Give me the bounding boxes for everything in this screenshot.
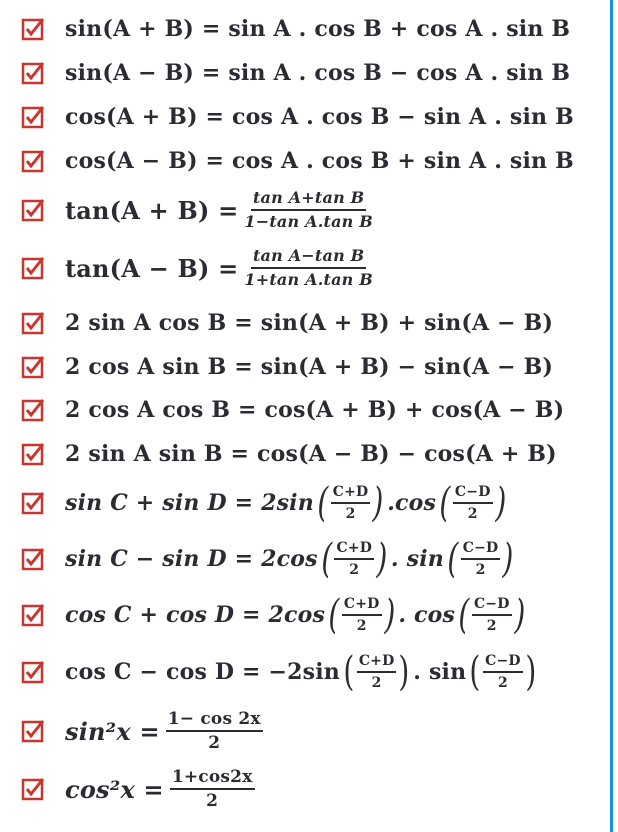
formula-row: [0, 476, 608, 530]
fraction-denominator: 1−tan A.tan B: [244, 212, 373, 231]
formula-row: [0, 588, 608, 642]
formula-lhs: tan(A − B) =: [65, 253, 239, 283]
formula-sum-to-product: [65, 588, 528, 642]
checkbox-icon: [21, 355, 45, 379]
formula-lhs: sin C + sin D = 2sin: [65, 490, 314, 516]
fraction-numerator: 1− cos 2x: [166, 710, 263, 732]
fraction-numerator: C+D: [334, 540, 374, 560]
checkbox-icon: [21, 719, 45, 743]
fraction-denominator: 2: [208, 733, 221, 753]
fraction: [166, 710, 263, 752]
checkbox-icon: [21, 777, 45, 801]
paren-fraction: ( $\frac{C-D}{2}$ ): [458, 592, 526, 638]
paren-fraction: ( $\frac{C+D}{2}$ ): [328, 592, 395, 638]
formula-row: [0, 350, 608, 384]
fraction-denominator: 2: [467, 506, 478, 522]
formula-text: 2 cos A cos B = cos(A + B) + cos(A − B): [65, 397, 565, 423]
fraction-numerator: C−D: [483, 653, 523, 673]
formula-row: [0, 760, 608, 818]
formula-row: [0, 100, 608, 134]
formula-mid: . sin: [413, 659, 467, 685]
formula-row: [0, 645, 608, 699]
formula-mid: . sin: [390, 546, 444, 572]
paren-fraction: ( $\frac{C-D}{2}$ ): [469, 649, 537, 695]
fraction-numerator: 1+cos2x: [170, 768, 255, 790]
checkbox-icon: [21, 398, 45, 422]
fraction: [170, 768, 255, 810]
formula-row: [0, 240, 608, 296]
fraction-denominator: 2: [371, 675, 382, 691]
formula-text: sin(A + B) = sin A . cos B + cos A . sin B: [65, 16, 571, 42]
formula-row: [0, 437, 608, 471]
fraction-denominator: 2: [206, 791, 219, 811]
formula-row: [0, 182, 608, 238]
formula-text: 2 sin A sin B = cos(A − B) − cos(A + B): [65, 441, 557, 467]
paren-fraction: ( $\frac{C+D}{2}$ ): [343, 649, 410, 695]
fraction-numerator: tan A+tan B: [251, 189, 366, 211]
edge-line: [610, 0, 613, 832]
formula-mid: . cos: [398, 602, 456, 628]
formula-fraction: [65, 702, 263, 760]
formula-sum-to-product: [65, 645, 540, 699]
fraction: [244, 247, 373, 289]
checkbox-icon: [21, 491, 45, 515]
paren-fraction: ( $\frac{C-D}{2}$ ): [447, 536, 514, 582]
fraction-denominator: 2: [349, 562, 360, 578]
formula-lhs: tan(A + B) =: [65, 195, 239, 225]
formula-sum-to-product: [65, 532, 517, 586]
checkbox-icon: [21, 61, 45, 85]
checkbox-icon: [21, 105, 45, 129]
checkbox-icon: [21, 442, 45, 466]
formula-text: 2 sin A cos B = sin(A + B) + sin(A − B): [65, 310, 554, 336]
formula-lhs: cos C + cos D = 2cos: [65, 602, 326, 628]
checkbox-icon: [21, 17, 45, 41]
formula-lhs: cos C − cos D = −2sin: [65, 659, 340, 685]
checkbox-icon: [21, 603, 45, 627]
formula-row: [0, 144, 608, 178]
fraction-numerator: C−D: [453, 484, 493, 504]
checkbox-icon: [21, 660, 45, 684]
formula-row: [0, 702, 608, 760]
formula-fraction: [65, 240, 373, 296]
checkbox-icon: [21, 256, 45, 280]
fraction-numerator: C−D: [472, 596, 512, 616]
checkbox-icon: [21, 547, 45, 571]
fraction-denominator: 1+tan A.tan B: [244, 270, 373, 289]
paren-fraction: ( $\frac{C+D}{2}$ ): [317, 480, 384, 526]
fraction-numerator: tan A−tan B: [251, 247, 366, 269]
fraction-numerator: C+D: [331, 484, 371, 504]
formula-row: [0, 56, 608, 90]
fraction-numerator: C+D: [357, 653, 397, 673]
formula-lhs: sin C − sin D = 2cos: [65, 546, 318, 572]
formula-row: [0, 393, 608, 427]
fraction-denominator: 2: [345, 506, 356, 522]
fraction-denominator: 2: [356, 618, 367, 634]
formula-mid: .cos: [387, 490, 437, 516]
checkbox-icon: [21, 311, 45, 335]
fraction-denominator: 2: [475, 562, 486, 578]
checkbox-icon: [21, 149, 45, 173]
formula-text: 2 cos A sin B = sin(A + B) − sin(A − B): [65, 354, 554, 380]
formula-text: cos(A + B) = cos A . cos B − sin A . sin B: [65, 104, 574, 130]
checkbox-icon: [21, 198, 45, 222]
formula-lhs: cos²x =: [65, 774, 164, 804]
fraction-numerator: C+D: [342, 596, 382, 616]
paren-fraction: ( $\frac{C-D}{2}$ ): [439, 480, 506, 526]
formula-text: sin(A − B) = sin A . cos B − cos A . sin B: [65, 60, 571, 86]
formula-fraction: [65, 760, 255, 818]
formula-row: [0, 12, 608, 46]
paren-fraction: ( $\frac{C+D}{2}$ ): [321, 536, 388, 582]
formula-lhs: sin²x =: [65, 716, 160, 746]
formula-text: cos(A − B) = cos A . cos B + sin A . sin B: [65, 148, 574, 174]
formula-row: [0, 306, 608, 340]
fraction-denominator: 2: [486, 618, 497, 634]
formula-sum-to-product: [65, 476, 509, 530]
formula-row: [0, 532, 608, 586]
fraction-denominator: 2: [497, 675, 508, 691]
fraction: [244, 189, 373, 231]
fraction-numerator: C−D: [461, 540, 501, 560]
formula-fraction: [65, 182, 373, 238]
